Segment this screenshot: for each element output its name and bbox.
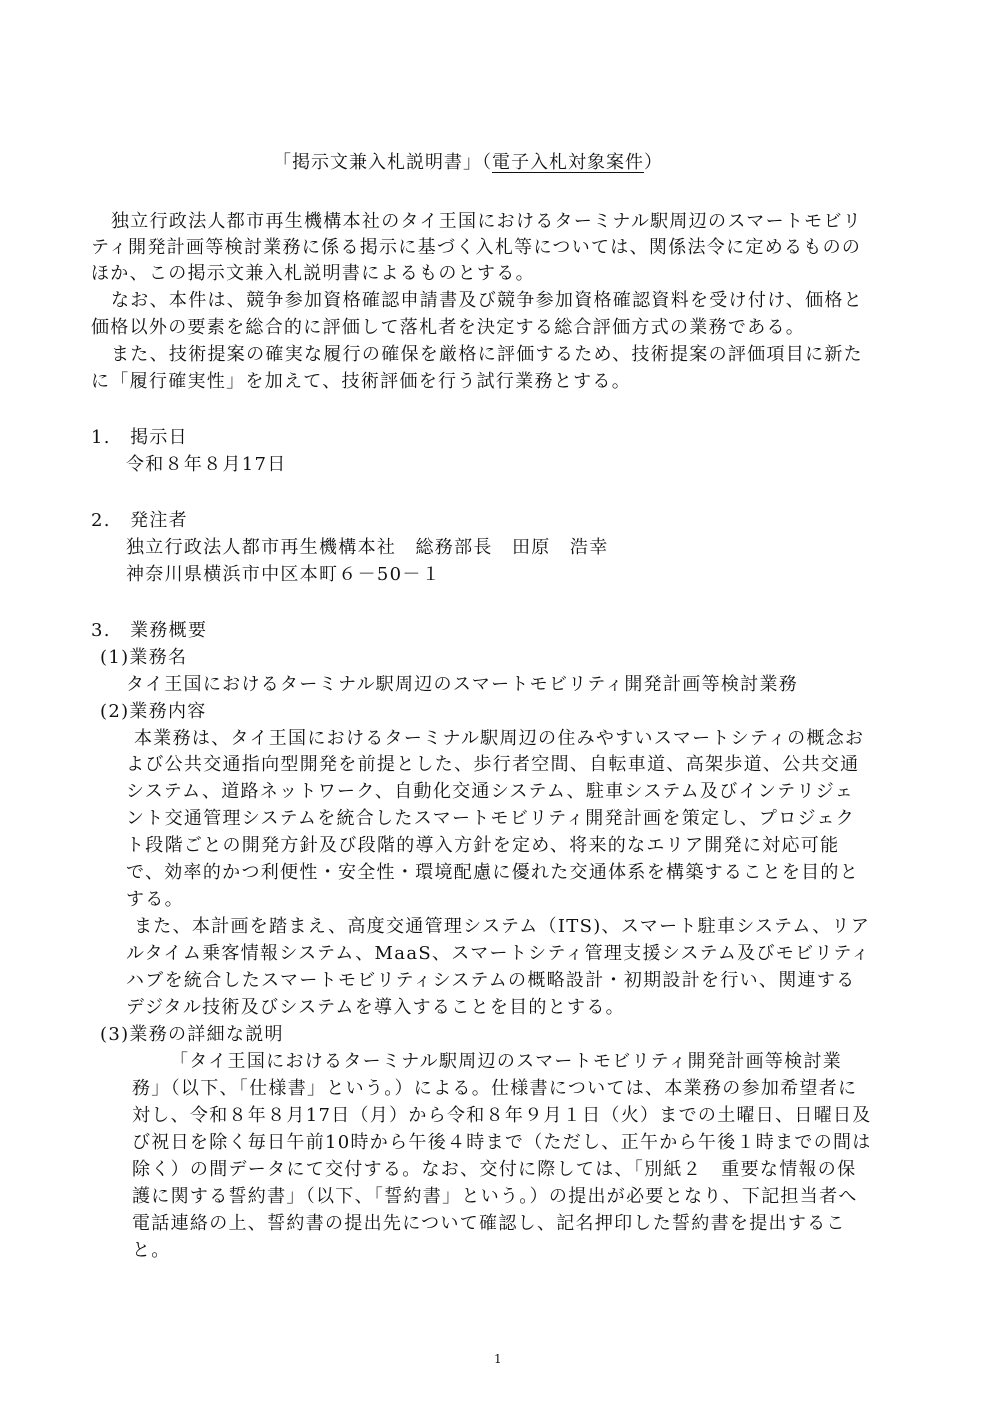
intro-line: また、技術提案の確実な履行の確保を厳格に評価するため、技術提案の評価項目に新た	[111, 344, 863, 365]
intro-line: 独立行政法人都市再生機構本社のタイ王国におけるターミナル駅周辺のスマートモビリ	[111, 211, 863, 232]
content-line: ハブを統合したスマートモビリティシステムの概略設計・初期設計を行い、関連する	[126, 970, 856, 991]
content-line: ルタイム乗客情報システム、MaaS、スマートシティ管理支援システム及びモビリティ	[126, 943, 871, 964]
detail-line: と。	[132, 1240, 171, 1261]
posting-date: 令和８年８月17日	[126, 454, 287, 475]
content-line: する。	[126, 889, 184, 910]
content-line: デジタル技術及びシステムを導入することを目的とする。	[126, 997, 625, 1018]
content-line: ト段階ごとの開発方針及び段階的導入方針を定め、将来的なエリア開発に対応可能	[126, 835, 840, 856]
content-line: また、本計画を踏まえ、高度交通管理システム（ITS)、スマート駐車システム、リア	[134, 916, 871, 937]
subsection-3-2-heading: (2)業務内容	[100, 701, 207, 722]
subsection-3-3-heading: (3)業務の詳細な説明	[100, 1024, 284, 1045]
page-number: 1	[494, 1352, 502, 1366]
section-1-heading: 1. 掲示日	[91, 427, 188, 448]
orderer-address: 神奈川県横浜市中区本町６－50－１	[126, 564, 442, 585]
content-line: ント交通管理システムを統合したスマートモビリティ開発計画を策定し、プロジェク	[126, 808, 856, 829]
subsection-3-1-heading: (1)業務名	[100, 647, 188, 668]
detail-line: 対し、令和８年８月17日（月）から令和８年９月１日（火）までの土曜日、日曜日及	[132, 1105, 872, 1126]
intro-line: ほか、この掲示文兼入札説明書によるものとする。	[91, 263, 535, 284]
detail-line: び祝日を除く毎日午前10時から午後４時まで（ただし、正午から午後１時までの間は	[132, 1132, 872, 1153]
content-line: システム、道路ネットワーク、自動化交通システム、駐車システム及びインテリジェ	[126, 781, 854, 802]
detail-line: 電話連絡の上、誓約書の提出先について確認し、記名押印した誓約書を提出するこ	[132, 1213, 846, 1234]
detail-line: 務」（以下、「仕様書」という。）による。仕様書については、本業務の参加希望者に	[132, 1078, 858, 1099]
intro-line: に「履行確実性」を加えて、技術評価を行う試行業務とする。	[91, 371, 632, 392]
content-line: 本業務は、タイ王国におけるターミナル駅周辺の住みやすいスマートシティの概念お	[134, 728, 865, 749]
document-title: 「掲示文兼入札説明書」（電子入札対象案件）	[273, 152, 663, 173]
detail-line: 「タイ王国におけるターミナル駅周辺のスマートモビリティ開発計画等検討業	[170, 1051, 843, 1072]
title-underlined-text: 電子入札対象案件	[492, 152, 644, 173]
section-3-heading: 3. 業務概要	[91, 620, 208, 641]
intro-line: なお、本件は、競争参加資格確認申請書及び競争参加資格確認資料を受け付け、価格と	[111, 290, 863, 311]
intro-line: 価格以外の要素を総合的に評価して落札者を決定する総合評価方式の業務である。	[91, 317, 806, 338]
content-line: よび公共交通指向型開発を前提とした、歩行者空間、自転車道、高架歩道、公共交通	[126, 754, 860, 775]
orderer-name: 独立行政法人都市再生機構本社 総務部長 田原 浩幸	[126, 537, 609, 558]
intro-line: ティ開発計画等検討業務に係る掲示に基づく入札等については、関係法令に定めるものの	[91, 237, 862, 258]
detail-line: 除く）の間データにて交付する。なお、交付に際しては、「別紙２ 重要な情報の保	[132, 1159, 857, 1180]
section-2-heading: 2. 発注者	[91, 510, 188, 531]
project-name: タイ王国におけるターミナル駅周辺のスマートモビリティ開発計画等検討業務	[126, 674, 799, 695]
detail-line: 護に関する誓約書」（以下、「誓約書」という。）の提出が必要となり、下記担当者へ	[132, 1186, 858, 1207]
content-line: で、効率的かつ利便性・安全性・環境配慮に優れた交通体系を構築することを目的と	[126, 862, 860, 883]
